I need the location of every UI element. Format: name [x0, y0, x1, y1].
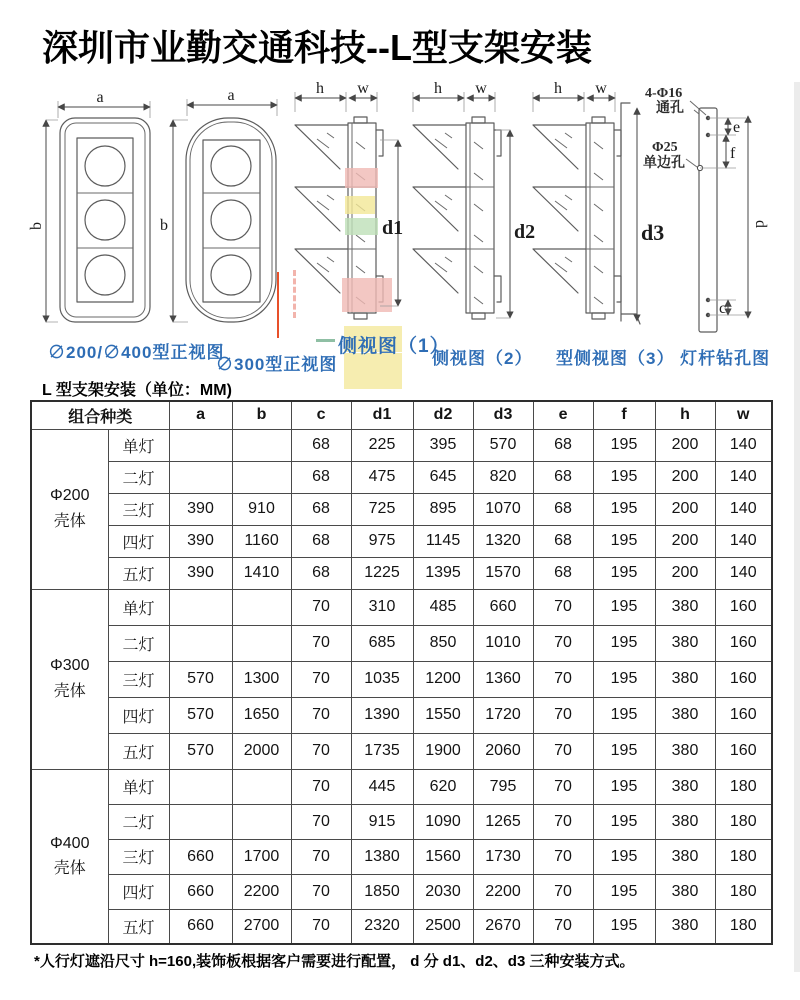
value-cell: 70 — [291, 661, 351, 697]
scan-pink-dashes — [293, 270, 296, 318]
value-cell — [232, 429, 291, 461]
dim-label-b: b — [160, 217, 168, 234]
value-cell: 1900 — [413, 733, 473, 769]
value-cell: 390 — [169, 493, 232, 525]
front-view-300 — [160, 87, 277, 322]
spec-table — [30, 400, 773, 945]
value-cell: 70 — [291, 589, 351, 625]
value-cell: 195 — [593, 525, 655, 557]
lamp-type-cell: 三灯 — [108, 839, 169, 874]
value-cell: 140 — [715, 557, 772, 589]
value-cell — [232, 625, 291, 661]
value-cell: 70 — [533, 909, 593, 944]
value-cell: 70 — [291, 804, 351, 839]
value-cell: 195 — [593, 661, 655, 697]
header-cell-combination: 组合种类 — [31, 401, 169, 429]
value-cell: 1360 — [473, 661, 533, 697]
value-cell: 475 — [351, 461, 413, 493]
lamp-type-cell: 三灯 — [108, 661, 169, 697]
value-cell: 395 — [413, 429, 473, 461]
value-cell: 1145 — [413, 525, 473, 557]
value-cell: 140 — [715, 429, 772, 461]
group-cell: Φ200 壳体 — [31, 429, 108, 589]
value-cell: 70 — [533, 589, 593, 625]
value-cell: 195 — [593, 909, 655, 944]
value-cell: 620 — [413, 769, 473, 804]
value-cell: 380 — [655, 661, 715, 697]
value-cell — [232, 769, 291, 804]
header-cell-d1: d1 — [351, 401, 413, 429]
value-cell: 795 — [473, 769, 533, 804]
value-cell: 195 — [593, 493, 655, 525]
lamp-type-cell: 单灯 — [108, 589, 169, 625]
table-row — [31, 874, 772, 909]
value-cell: 570 — [169, 733, 232, 769]
caption-side-2: 侧视图（2） — [432, 349, 533, 368]
value-cell: 850 — [413, 625, 473, 661]
value-cell: 2700 — [232, 909, 291, 944]
value-cell — [169, 461, 232, 493]
value-cell: 180 — [715, 839, 772, 874]
value-cell: 2670 — [473, 909, 533, 944]
value-cell: 1570 — [473, 557, 533, 589]
value-cell: 685 — [351, 625, 413, 661]
dim-label-b: b — [28, 222, 45, 230]
value-cell — [169, 429, 232, 461]
value-cell: 2030 — [413, 874, 473, 909]
value-cell: 68 — [291, 493, 351, 525]
value-cell: 660 — [169, 909, 232, 944]
value-cell — [169, 589, 232, 625]
value-cell: 725 — [351, 493, 413, 525]
value-cell: 200 — [655, 525, 715, 557]
lamp-type-cell: 四灯 — [108, 874, 169, 909]
value-cell: 195 — [593, 769, 655, 804]
value-cell: 1410 — [232, 557, 291, 589]
value-cell: 70 — [533, 697, 593, 733]
header-cell-c: c — [291, 401, 351, 429]
group-cell: Φ300 壳体 — [31, 589, 108, 769]
group-cell: Φ400 壳体 — [31, 769, 108, 944]
value-cell: 1650 — [232, 697, 291, 733]
value-cell: 180 — [715, 909, 772, 944]
value-cell: 160 — [715, 625, 772, 661]
value-cell: 380 — [655, 874, 715, 909]
table-header — [31, 401, 772, 429]
value-cell: 70 — [291, 733, 351, 769]
value-cell — [169, 769, 232, 804]
value-cell: 1390 — [351, 697, 413, 733]
value-cell: 1070 — [473, 493, 533, 525]
table-row — [31, 839, 772, 874]
value-cell: 820 — [473, 461, 533, 493]
value-cell: 660 — [169, 874, 232, 909]
scan-red-line — [277, 272, 279, 338]
value-cell: 200 — [655, 461, 715, 493]
value-cell: 195 — [593, 839, 655, 874]
value-cell: 1300 — [232, 661, 291, 697]
value-cell: 660 — [169, 839, 232, 874]
header-cell-a: a — [169, 401, 232, 429]
legend-dash-mark — [316, 339, 335, 342]
value-cell: 70 — [533, 661, 593, 697]
highlight-green — [345, 218, 378, 235]
table-row — [31, 525, 772, 557]
value-cell: 445 — [351, 769, 413, 804]
value-cell — [232, 589, 291, 625]
pole-drilling-diagram — [643, 86, 769, 332]
dim-label-w: w — [357, 80, 369, 97]
lamp-type-cell: 二灯 — [108, 461, 169, 493]
header-cell-h: h — [655, 401, 715, 429]
value-cell: 195 — [593, 804, 655, 839]
value-cell: 380 — [655, 769, 715, 804]
caption-front-300: ∅300型正视图 — [216, 355, 338, 374]
value-cell: 195 — [593, 429, 655, 461]
lamp-type-cell: 二灯 — [108, 625, 169, 661]
value-cell: 380 — [655, 625, 715, 661]
value-cell: 195 — [593, 733, 655, 769]
caption-side-3-drill: 型侧视图（3） 灯杆钻孔图 — [556, 349, 771, 368]
value-cell: 140 — [715, 461, 772, 493]
value-cell: 195 — [593, 589, 655, 625]
value-cell: 570 — [473, 429, 533, 461]
value-cell: 1380 — [351, 839, 413, 874]
value-cell: 380 — [655, 839, 715, 874]
value-cell: 1395 — [413, 557, 473, 589]
value-cell: 1200 — [413, 661, 473, 697]
lamp-type-cell: 二灯 — [108, 804, 169, 839]
value-cell: 70 — [533, 839, 593, 874]
table-body — [31, 429, 772, 944]
value-cell: 975 — [351, 525, 413, 557]
caption-side-1: 侧视图（1） — [338, 336, 450, 357]
value-cell: 160 — [715, 733, 772, 769]
dim-label-a: a — [96, 89, 104, 106]
table-row — [31, 461, 772, 493]
value-cell: 1265 — [473, 804, 533, 839]
lamp-type-cell: 单灯 — [108, 769, 169, 804]
lamp-type-cell: 三灯 — [108, 493, 169, 525]
table-title: L 型支架安装（单位：MM) — [42, 382, 232, 399]
caption-front-200-400: ∅200/∅400型正视图 — [48, 343, 225, 362]
value-cell: 915 — [351, 804, 413, 839]
header-cell-d3: d3 — [473, 401, 533, 429]
lamp-type-cell: 单灯 — [108, 429, 169, 461]
table-row — [31, 804, 772, 839]
value-cell: 1700 — [232, 839, 291, 874]
annotation-4xphi16: 4-Φ16 — [645, 86, 683, 101]
value-cell: 68 — [533, 429, 593, 461]
table-row — [31, 661, 772, 697]
value-cell: 200 — [655, 493, 715, 525]
dim-label-w: w — [595, 80, 607, 97]
value-cell: 200 — [655, 429, 715, 461]
value-cell: 1850 — [351, 874, 413, 909]
page-title: 深圳市业勤交通科技--L型支架安装 — [42, 27, 592, 68]
value-cell: 1090 — [413, 804, 473, 839]
value-cell: 390 — [169, 557, 232, 589]
value-cell: 1010 — [473, 625, 533, 661]
value-cell: 895 — [413, 493, 473, 525]
value-cell: 1320 — [473, 525, 533, 557]
lamp-type-cell: 四灯 — [108, 525, 169, 557]
dim-label-w: w — [475, 80, 487, 97]
table-row — [31, 589, 772, 625]
value-cell: 380 — [655, 733, 715, 769]
dim-label-e: e — [733, 119, 741, 136]
value-cell: 2320 — [351, 909, 413, 944]
table-row — [31, 429, 772, 461]
value-cell: 1560 — [413, 839, 473, 874]
value-cell: 390 — [169, 525, 232, 557]
highlight-pink — [342, 278, 392, 312]
value-cell: 910 — [232, 493, 291, 525]
value-cell: 1550 — [413, 697, 473, 733]
value-cell: 70 — [291, 839, 351, 874]
value-cell: 70 — [533, 625, 593, 661]
value-cell: 1225 — [351, 557, 413, 589]
value-cell: 1735 — [351, 733, 413, 769]
lamp-type-cell: 五灯 — [108, 557, 169, 589]
caption-highlight — [344, 353, 402, 389]
lamp-type-cell: 五灯 — [108, 733, 169, 769]
annotation-through-hole: 通孔 — [656, 101, 684, 116]
value-cell: 200 — [655, 557, 715, 589]
side-view-2 — [413, 80, 535, 319]
header-cell-d2: d2 — [413, 401, 473, 429]
value-cell — [169, 804, 232, 839]
value-cell: 380 — [655, 589, 715, 625]
value-cell: 140 — [715, 525, 772, 557]
table-row — [31, 733, 772, 769]
value-cell: 485 — [413, 589, 473, 625]
value-cell: 68 — [291, 557, 351, 589]
value-cell: 2000 — [232, 733, 291, 769]
dim-label-d: d — [752, 220, 769, 228]
dim-label-h: h — [554, 80, 562, 97]
value-cell: 380 — [655, 909, 715, 944]
value-cell: 2200 — [473, 874, 533, 909]
value-cell: 70 — [291, 625, 351, 661]
value-cell: 180 — [715, 804, 772, 839]
value-cell: 68 — [533, 557, 593, 589]
value-cell: 160 — [715, 697, 772, 733]
header-cell-b: b — [232, 401, 291, 429]
value-cell: 2500 — [413, 909, 473, 944]
table-row — [31, 493, 772, 525]
dim-label-d2: d2 — [514, 221, 536, 243]
value-cell: 380 — [655, 697, 715, 733]
value-cell — [232, 461, 291, 493]
table-row — [31, 769, 772, 804]
side-view-1 — [295, 80, 403, 319]
value-cell: 68 — [533, 525, 593, 557]
value-cell: 1730 — [473, 839, 533, 874]
value-cell: 2060 — [473, 733, 533, 769]
value-cell: 195 — [593, 697, 655, 733]
value-cell: 70 — [291, 697, 351, 733]
value-cell: 68 — [533, 461, 593, 493]
highlight-yellow — [345, 196, 375, 214]
table-row — [31, 557, 772, 589]
value-cell: 310 — [351, 589, 413, 625]
table-row — [31, 625, 772, 661]
value-cell: 70 — [533, 804, 593, 839]
dim-label-a: a — [227, 87, 235, 104]
dim-label-f: f — [730, 145, 736, 162]
highlight-pink — [345, 168, 378, 188]
lamp-type-cell: 五灯 — [108, 909, 169, 944]
value-cell: 195 — [593, 461, 655, 493]
value-cell: 1035 — [351, 661, 413, 697]
value-cell: 68 — [291, 429, 351, 461]
value-cell: 160 — [715, 589, 772, 625]
value-cell: 1160 — [232, 525, 291, 557]
side-view-3 — [533, 80, 664, 324]
value-cell: 68 — [533, 493, 593, 525]
value-cell: 195 — [593, 557, 655, 589]
value-cell: 570 — [169, 697, 232, 733]
lamp-type-cell: 四灯 — [108, 697, 169, 733]
dim-label-d3: d3 — [641, 220, 665, 245]
value-cell: 195 — [593, 625, 655, 661]
value-cell: 195 — [593, 874, 655, 909]
value-cell: 570 — [169, 661, 232, 697]
dim-label-c: c — [719, 300, 727, 317]
front-view-200-400 — [28, 89, 150, 322]
value-cell: 660 — [473, 589, 533, 625]
value-cell: 68 — [291, 525, 351, 557]
value-cell: 70 — [291, 909, 351, 944]
value-cell: 160 — [715, 661, 772, 697]
value-cell: 70 — [533, 769, 593, 804]
header-cell-w: w — [715, 401, 772, 429]
dim-label-d1: d1 — [382, 217, 404, 239]
value-cell: 70 — [533, 874, 593, 909]
annotation-single-side-hole: 单边孔 — [643, 156, 685, 171]
value-cell: 70 — [291, 769, 351, 804]
dim-label-h: h — [434, 80, 442, 97]
value-cell: 180 — [715, 874, 772, 909]
header-row — [31, 401, 772, 429]
value-cell: 70 — [533, 733, 593, 769]
header-cell-f: f — [593, 401, 655, 429]
table-row — [31, 697, 772, 733]
annotation-phi25: Φ25 — [652, 140, 678, 155]
value-cell: 2200 — [232, 874, 291, 909]
header-cell-e: e — [533, 401, 593, 429]
table-row — [31, 909, 772, 944]
value-cell: 180 — [715, 769, 772, 804]
value-cell: 225 — [351, 429, 413, 461]
value-cell — [169, 625, 232, 661]
footnote: *人行灯遮沿尺寸 h=160,装饰板根据客户需要进行配置， d 分 d1、d2、d3 三种安装方式。 — [34, 953, 635, 970]
value-cell: 645 — [413, 461, 473, 493]
value-cell — [232, 804, 291, 839]
value-cell: 380 — [655, 804, 715, 839]
value-cell: 70 — [291, 874, 351, 909]
value-cell: 68 — [291, 461, 351, 493]
value-cell: 1720 — [473, 697, 533, 733]
dim-label-h: h — [316, 80, 324, 97]
value-cell: 140 — [715, 493, 772, 525]
